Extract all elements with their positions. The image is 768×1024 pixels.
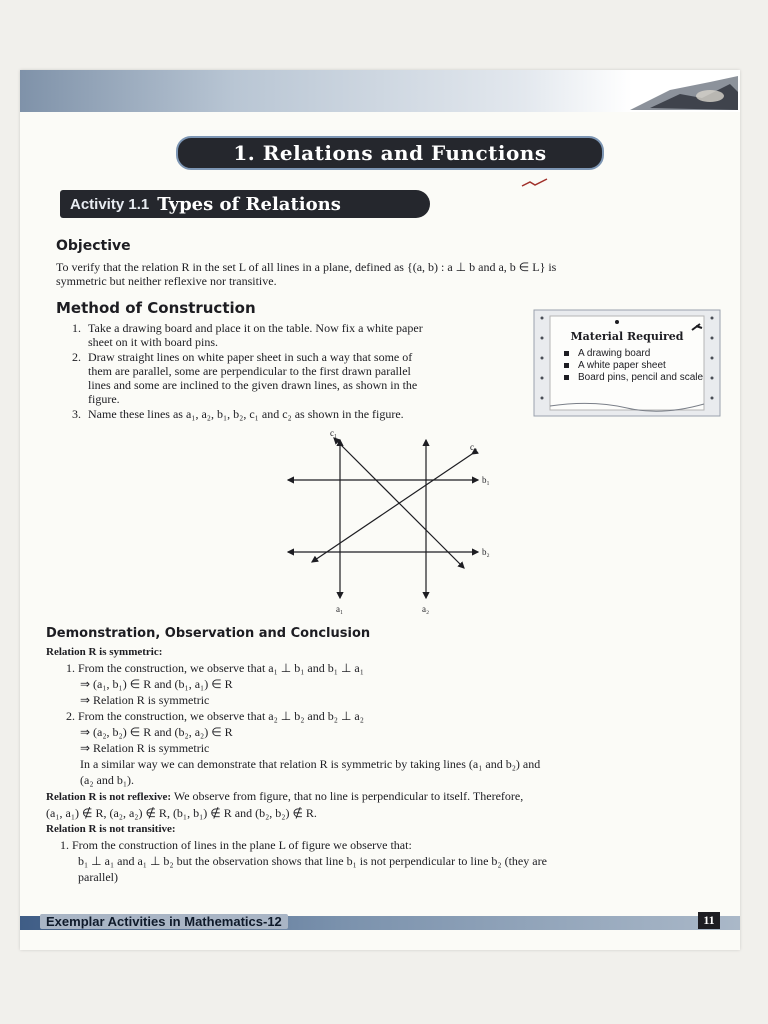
objective-line: symmetric but neither reflexive nor transitive. (56, 274, 277, 288)
demo-line: ⇒ (a₂, b₂) ∈ R and (b₂, a₂) ∈ R (80, 725, 233, 739)
activity-title: Types of Relations (157, 193, 341, 215)
objective-text (56, 260, 736, 288)
label-b1: b₁ (482, 475, 490, 485)
line-c2 (312, 454, 472, 562)
label-a2: a₂ (422, 604, 430, 614)
objective-line: To verify that the relation R in the set L of all lines in a plane, defined as {(a, b) : a ⊥ b and a, b ∈ L} is (56, 260, 557, 274)
activity-label: Activity 1.1 (70, 195, 150, 213)
material-list (564, 348, 704, 384)
page-number: 11 (698, 912, 720, 929)
list-item: Board pins, pencil and scale (564, 372, 704, 384)
chapter-title: 1. Relations and Functions (176, 136, 604, 170)
not-reflexive-text: We observe from figure, that no line is perpendicular to itself. Therefore, (173, 789, 524, 803)
not-transitive-heading: Relation R is not transitive: (46, 823, 176, 835)
demo-line: ⇒ Relation R is symmetric (80, 693, 210, 707)
list-item: 2. Draw straight lines on white paper sheet in such a way that some of them are parallel, some are perpendicular to the first drawn parallel lines and some are inclined to the given drawn lines, as shown in the figure. (72, 350, 418, 406)
material-required-box (532, 308, 722, 418)
demo-line: (a₂ and b₁). (80, 773, 135, 787)
demo-heading: Demonstration, Observation and Conclusion (46, 626, 371, 641)
lines-figure (280, 426, 520, 616)
demo-line: 1. From the construction of lines in the plane L of figure we observe that: (60, 838, 412, 852)
pen-tick-icon (520, 177, 550, 189)
method-heading: Method of Construction (56, 299, 256, 317)
demo-line: ⇒ Relation R is symmetric (80, 741, 210, 755)
label-c1: c₁ (330, 428, 338, 438)
demonstration-section (46, 626, 732, 885)
header-decoration-icon (610, 72, 740, 112)
header-band (20, 70, 740, 112)
label-a1: a₁ (336, 604, 344, 614)
activity-banner (60, 190, 430, 218)
list-item: A white paper sheet (564, 360, 704, 372)
material-title: Material Required (570, 330, 684, 343)
demo-line: 2. From the construction, we observe that a₂ ⊥ b₂ and b₂ ⊥ a₂ (66, 709, 364, 723)
demo-line: (a₁, a₁) ∉ R, (a₂, a₂) ∉ R, (b₁, b₁) ∉ R and (b₂, b₂) ∉ R. (46, 806, 317, 820)
not-reflexive-line (46, 788, 732, 805)
footer-book-title: Exemplar Activities in Mathematics-12 (40, 914, 288, 929)
list-item: 3. Name these lines as a₁, a₂, b₁, b₂, c₁ and c₂ as shown in the figure. (72, 407, 404, 421)
list-item: 1. Take a drawing board and place it on the table. Now fix a white paper sheet on it with board pins. (72, 321, 423, 349)
label-c2: c₂ (470, 442, 478, 452)
demo-line: 1. From the construction, we observe that a₁ ⊥ b₁ and b₁ ⊥ a₁ (66, 661, 364, 675)
demo-line: ⇒ (a₁, b₁) ∈ R and (b₁, a₁) ∈ R (80, 677, 233, 691)
list-item: A drawing board (564, 348, 704, 360)
method-steps (72, 321, 522, 422)
symmetric-heading: Relation R is symmetric: (46, 646, 163, 658)
demo-line: parallel) (78, 870, 118, 884)
demo-line: In a similar way we can demonstrate that relation R is symmetric by taking lines (a₁ and b₂) and (80, 757, 541, 771)
demo-line: b₁ ⊥ a₁ and a₁ ⊥ b₂ but the observation shows that line b₁ is not perpendicular to line b₂ (they are (78, 854, 547, 868)
book-page (20, 70, 740, 950)
label-b2: b₂ (482, 547, 490, 557)
not-reflexive-heading: Relation R is not reflexive: (46, 791, 172, 803)
objective-heading: Objective (56, 238, 131, 254)
